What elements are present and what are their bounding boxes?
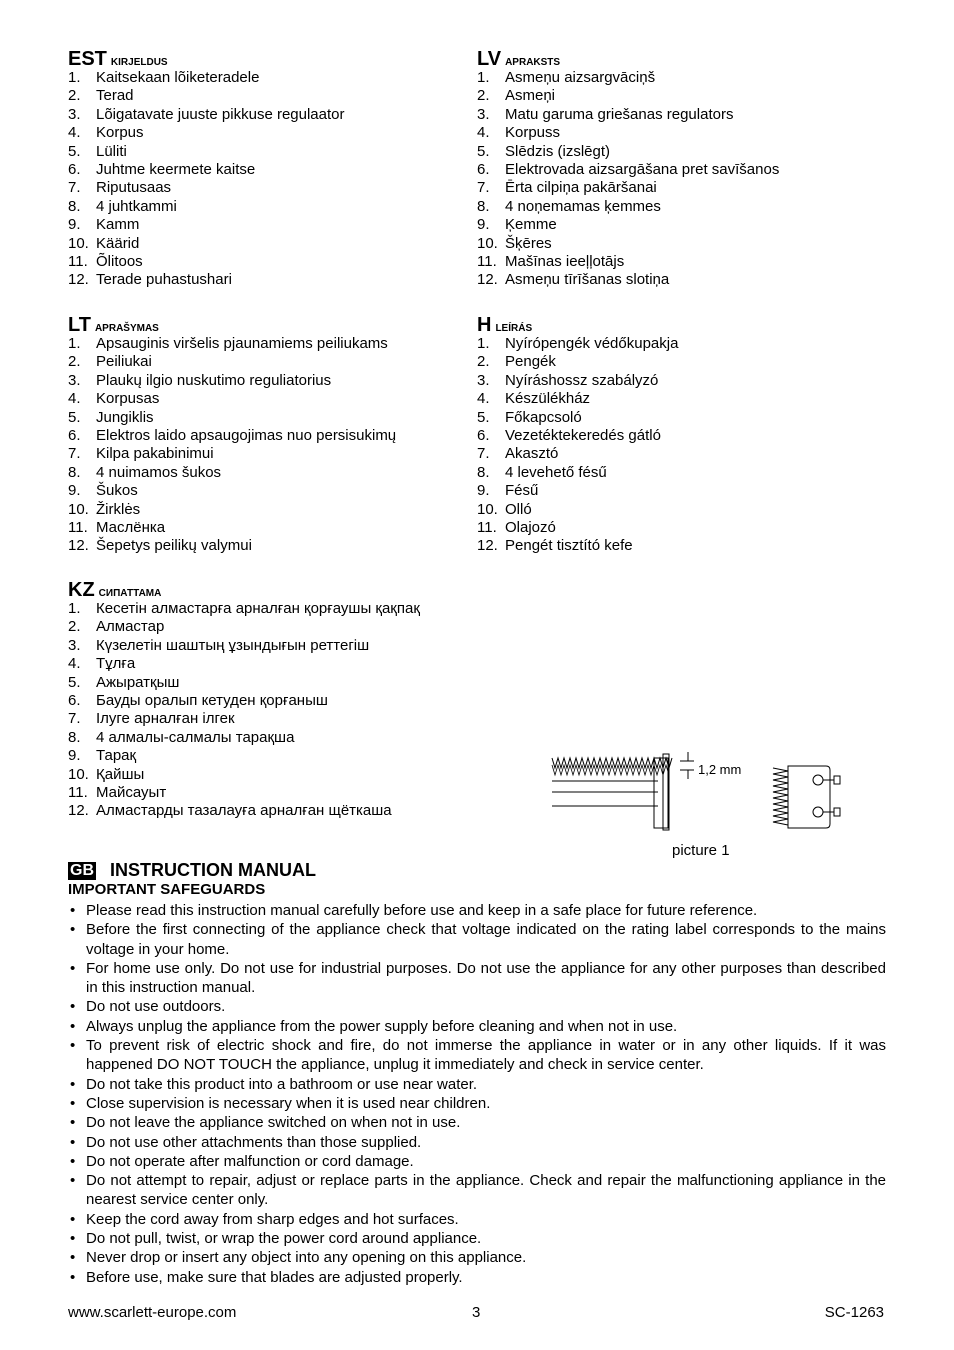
- list-item: [68, 766, 528, 784]
- list-item: [68, 271, 468, 289]
- safeguard-item: [68, 901, 886, 920]
- item-number: 1.: [68, 600, 81, 617]
- item-number: 12.: [68, 802, 89, 820]
- item-number: 3.: [477, 371, 490, 389]
- safeguard-item: [68, 1094, 886, 1113]
- list-item: [68, 198, 468, 216]
- item-text: Matu garuma griešanas regulators: [505, 105, 734, 123]
- list-item: [477, 427, 897, 445]
- item-text: Nyíráshossz szabályzó: [505, 371, 659, 389]
- list-item: [68, 501, 468, 519]
- safeguard-item: [68, 1152, 886, 1171]
- list-item: [477, 409, 897, 427]
- bullet-icon: •: [70, 1172, 76, 1190]
- list-item: [68, 409, 468, 427]
- item-number: 3.: [68, 105, 81, 123]
- item-number: 5.: [68, 673, 81, 691]
- item-number: 11.: [68, 518, 88, 536]
- item-number: 8.: [68, 463, 81, 481]
- item-number: 10.: [477, 500, 498, 518]
- item-text: Asmeņi: [505, 87, 556, 105]
- item-number: 9.: [68, 216, 81, 234]
- section-name: aprašymas: [94, 318, 159, 334]
- list-item: [477, 445, 897, 463]
- item-text: Olajozó: [505, 518, 556, 536]
- item-text: Маслёнка: [96, 518, 166, 536]
- item-number: 2.: [477, 353, 490, 371]
- item-text: Akasztó: [505, 445, 559, 463]
- bullet-icon: •: [70, 1230, 76, 1248]
- list-item: [477, 106, 897, 124]
- list-item: [477, 87, 897, 105]
- list-item: [477, 353, 897, 371]
- parts-list: [68, 600, 528, 821]
- list-item: [68, 537, 468, 555]
- section-name: kirjeldus: [110, 52, 168, 68]
- item-text: Főkapcsoló: [505, 408, 582, 426]
- list-item: [477, 253, 897, 271]
- item-text: Elektrovada aizsargāšana pret savīšanos: [505, 160, 780, 178]
- list-item: [68, 600, 528, 618]
- item-number: 12.: [68, 271, 89, 289]
- item-number: 2.: [68, 87, 81, 105]
- blade-diagram: [548, 748, 848, 834]
- item-number: 7.: [68, 710, 81, 728]
- list-item: [68, 427, 468, 445]
- section-title: [68, 580, 528, 600]
- bullet-icon: •: [70, 1133, 76, 1151]
- item-text: Ķemme: [505, 216, 557, 234]
- list-item: [477, 143, 897, 161]
- item-text: Õlitoos: [96, 252, 143, 270]
- item-text: Käärid: [96, 234, 140, 252]
- list-item: [68, 335, 468, 353]
- list-item: [477, 537, 897, 555]
- item-text: Майсауыт: [96, 783, 167, 801]
- list-item: [68, 372, 468, 390]
- blade-front-plate: [788, 766, 830, 828]
- item-text: Тарақ: [96, 747, 137, 765]
- parts-list: [477, 335, 897, 556]
- safeguard-item: [68, 1113, 886, 1132]
- section-title: [68, 49, 468, 69]
- list-item: [477, 161, 897, 179]
- item-text: Pengét tisztító kefe: [505, 537, 633, 555]
- item-number: 4.: [68, 390, 81, 408]
- list-item: [68, 445, 468, 463]
- item-text: Korpusas: [96, 390, 160, 408]
- list-item: [68, 143, 468, 161]
- item-number: 9.: [68, 747, 81, 765]
- footer-url: www.scarlett-europe.com: [68, 1304, 237, 1321]
- parts-list: [477, 69, 897, 290]
- item-text: Peiliukai: [96, 353, 152, 371]
- safeguard-item: [68, 959, 886, 998]
- bullet-icon: •: [70, 959, 76, 977]
- item-text: Juhtme keermete kaitse: [96, 160, 256, 178]
- list-item: [68, 747, 528, 765]
- item-number: 11.: [477, 252, 497, 270]
- item-text: Алмастарды тазалауға арналған щёткаша: [96, 802, 392, 820]
- item-text: Készülékház: [505, 390, 591, 408]
- item-number: 6.: [477, 160, 490, 178]
- item-text: Lõigatavate juuste pikkuse regulaator: [96, 105, 345, 123]
- list-item: [68, 106, 468, 124]
- list-item: [477, 235, 897, 253]
- list-item: [68, 637, 528, 655]
- safeguard-text: Please read this instruction manual carefully before use and keep in a safe place for future reference.: [86, 902, 758, 919]
- item-text: Nyírópengék védőkupakja: [505, 335, 679, 352]
- safeguard-text: For home use only. Do not use for industrial purposes. Do not use the appliance for any other purposes than described in this instruction manual.: [86, 959, 886, 997]
- list-item: [477, 69, 897, 87]
- item-text: Apsauginis viršelis pjaunamiems peiliukams: [96, 335, 388, 352]
- bullet-icon: •: [70, 1037, 76, 1055]
- item-number: 12.: [477, 271, 498, 289]
- item-text: Jungiklis: [96, 408, 154, 426]
- list-item: [68, 216, 468, 234]
- item-text: Fésű: [505, 482, 539, 500]
- screw-icon: [813, 807, 823, 817]
- list-item: [68, 802, 528, 820]
- item-number: 6.: [68, 426, 81, 444]
- item-number: 3.: [68, 636, 81, 654]
- item-text: Korpuss: [505, 124, 561, 142]
- item-text: Plaukų ilgio nuskutimo reguliatorius: [96, 371, 332, 389]
- list-item: [68, 124, 468, 142]
- item-number: 5.: [477, 408, 490, 426]
- safeguard-item: [68, 920, 886, 959]
- item-number: 4.: [477, 390, 490, 408]
- safeguard-item: [68, 1268, 886, 1287]
- section-h: [477, 315, 897, 556]
- bullet-icon: •: [70, 1249, 76, 1267]
- item-text: 4 алмалы-салмалы тарақша: [96, 728, 295, 746]
- item-text: 4 noņemamas ķemmes: [505, 197, 661, 215]
- bullet-icon: •: [70, 1114, 76, 1132]
- model-number: SC-1263: [824, 1304, 884, 1321]
- item-number: 9.: [477, 482, 490, 500]
- screw-icon: [813, 775, 823, 785]
- safeguard-item: [68, 1017, 886, 1036]
- safeguard-item: [68, 1229, 886, 1248]
- item-text: Ілуге арналған ілгек: [96, 710, 235, 728]
- item-number: 8.: [477, 197, 490, 215]
- item-number: 4.: [477, 124, 490, 142]
- item-number: 4.: [68, 655, 81, 673]
- safeguard-item: [68, 1171, 886, 1210]
- list-item: [477, 372, 897, 390]
- item-number: 11.: [477, 518, 497, 536]
- bullet-icon: •: [70, 998, 76, 1016]
- item-number: 6.: [68, 160, 81, 178]
- list-item: [68, 87, 468, 105]
- safeguard-text: To prevent risk of electric shock and fire, do not immerse the appliance in water or in any other liquids. If it was happened DO NOT TOUCH the appliance, unplug it immediately and check in service center.: [86, 1037, 886, 1074]
- item-text: Алмастар: [96, 618, 165, 636]
- list-item: [68, 710, 528, 728]
- item-number: 5.: [68, 408, 81, 426]
- item-number: 2.: [68, 618, 81, 636]
- item-text: Terad: [96, 87, 134, 105]
- list-item: [477, 390, 897, 408]
- item-text: Kaitsekaan lõiketeradele: [96, 69, 260, 86]
- safeguards-heading: IMPORTANT SAFEGUARDS: [68, 881, 266, 898]
- list-item: [477, 519, 897, 537]
- list-item: [68, 353, 468, 371]
- item-text: Кесетін алмастарға арналған қорғаушы қақпақ: [96, 600, 420, 617]
- item-number: 3.: [477, 105, 490, 123]
- item-text: Slēdzis (izslēgt): [505, 142, 611, 160]
- safeguard-text: Do not use outdoors.: [86, 998, 226, 1016]
- language-code: H: [477, 314, 492, 336]
- item-text: Күзелетін шаштың ұзындығын реттегіш: [96, 636, 370, 654]
- safeguard-text: Do not pull, twist, or wrap the power cord around appliance.: [86, 1230, 482, 1248]
- list-item: [68, 235, 468, 253]
- manual-title: INSTRUCTION MANUAL: [110, 860, 316, 880]
- language-code: LV: [477, 48, 502, 70]
- safeguard-text: Do not operate after malfunction or cord damage.: [86, 1152, 414, 1170]
- item-number: 10.: [68, 765, 89, 783]
- language-code: LT: [68, 314, 91, 336]
- section-name: сипаттама: [98, 583, 162, 599]
- item-text: Ērta cilpiņa pakāršanai: [505, 179, 657, 197]
- item-text: Kilpa pakabinimui: [96, 445, 214, 463]
- parts-list: [68, 335, 468, 556]
- item-number: 1.: [68, 69, 81, 86]
- section-lv: [477, 49, 897, 290]
- item-number: 11.: [68, 783, 88, 801]
- language-code: KZ: [68, 579, 95, 601]
- bullet-icon: •: [70, 921, 76, 939]
- safeguard-text: Before use, make sure that blades are adjusted properly.: [86, 1268, 463, 1286]
- safeguard-text: Close supervision is necessary when it is used near children.: [86, 1094, 491, 1112]
- item-text: Lüliti: [96, 142, 127, 160]
- safeguard-item: [68, 1210, 886, 1229]
- section-title: [68, 315, 468, 335]
- list-item: [477, 124, 897, 142]
- list-item: [477, 198, 897, 216]
- item-number: 1.: [477, 69, 490, 86]
- item-number: 7.: [68, 445, 81, 463]
- blade-adjustment-figure: [548, 748, 848, 834]
- safeguard-text: Before the first connecting of the appliance check that voltage indicated on the rating label corresponds to the mains voltage in your home.: [86, 921, 886, 958]
- item-text: Asmeņu tīrīšanas slotiņa: [505, 271, 670, 289]
- item-text: Asmeņu aizsargvāciņš: [505, 69, 656, 86]
- list-item: [68, 618, 528, 636]
- item-number: 1.: [477, 335, 490, 352]
- list-item: [477, 464, 897, 482]
- list-item: [68, 253, 468, 271]
- item-text: 4 levehető fésű: [505, 463, 607, 481]
- item-number: 11.: [68, 252, 88, 270]
- page-number: 3: [472, 1304, 481, 1321]
- section-est: [68, 49, 468, 290]
- item-text: Terade puhastushari: [96, 271, 232, 289]
- item-text: Korpus: [96, 124, 144, 142]
- section-kz: [68, 580, 528, 821]
- list-item: [68, 161, 468, 179]
- item-number: 9.: [477, 216, 490, 234]
- item-number: 3.: [68, 371, 81, 389]
- safeguard-item: [68, 1075, 886, 1094]
- item-text: Тұлға: [96, 655, 136, 673]
- item-text: Ажыратқыш: [96, 673, 180, 691]
- list-item: [68, 390, 468, 408]
- item-text: Šukos: [96, 482, 138, 500]
- list-item: [68, 69, 468, 87]
- safeguard-text: Do not take this product into a bathroom or use near water.: [86, 1075, 478, 1093]
- item-text: Pengék: [505, 353, 556, 371]
- item-text: Riputusaas: [96, 179, 172, 197]
- list-item: [68, 784, 528, 802]
- list-item: [68, 655, 528, 673]
- list-item: [477, 271, 897, 289]
- item-text: Elektros laido apsaugojimas nuo persisukimų: [96, 426, 397, 444]
- safeguard-item: [68, 1248, 886, 1267]
- item-text: Kamm: [96, 216, 140, 234]
- list-item: [477, 335, 897, 353]
- safeguard-text: Keep the cord away from sharp edges and hot surfaces.: [86, 1210, 459, 1228]
- screw-head: [834, 776, 840, 784]
- safeguard-item: [68, 997, 886, 1016]
- item-number: 7.: [477, 179, 490, 197]
- list-item: [477, 482, 897, 500]
- section-title: [477, 315, 897, 335]
- gb-header: [68, 860, 316, 882]
- screw-head: [834, 808, 840, 816]
- gb-language-badge: GB: [70, 861, 94, 879]
- safeguard-text: Do not attempt to repair, adjust or replace parts in the appliance. Check and repair the malfunctioning appliance in the nearest service center only.: [86, 1172, 886, 1209]
- list-item: [68, 464, 468, 482]
- safeguard-text: Do not use other attachments than those supplied.: [86, 1133, 422, 1151]
- item-number: 4.: [68, 124, 81, 142]
- item-number: 10.: [68, 500, 89, 518]
- item-number: 10.: [68, 234, 89, 252]
- item-number: 5.: [477, 142, 490, 160]
- section-title: [477, 49, 897, 69]
- dimension-label: 1,2 mm: [698, 762, 742, 777]
- item-number: 1.: [68, 335, 81, 352]
- item-text: Бауды оралып кетуден қорғаныш: [96, 691, 328, 709]
- list-item: [68, 674, 528, 692]
- item-number: 2.: [68, 353, 81, 371]
- item-text: Mašīnas ieeļļotājs: [505, 252, 625, 270]
- list-item: [68, 179, 468, 197]
- item-number: 2.: [477, 87, 490, 105]
- item-number: 10.: [477, 234, 498, 252]
- safeguard-text: Always unplug the appliance from the power supply before cleaning and when not in use.: [86, 1017, 678, 1035]
- item-number: 8.: [477, 463, 490, 481]
- item-number: 12.: [68, 537, 89, 555]
- item-number: 6.: [68, 691, 81, 709]
- figure-caption: picture 1: [672, 842, 730, 859]
- section-name: apraksts: [505, 52, 561, 68]
- safeguard-item: [68, 1133, 886, 1152]
- safeguard-item: [68, 1036, 886, 1075]
- item-text: Šepetys peilikų valymui: [96, 537, 252, 555]
- item-number: 9.: [68, 482, 81, 500]
- section-lt: [68, 315, 468, 556]
- blade-front-teeth: [773, 768, 788, 825]
- language-code: EST: [68, 48, 107, 70]
- section-name: leírás: [495, 318, 533, 334]
- list-item: [477, 179, 897, 197]
- item-number: 5.: [68, 142, 81, 160]
- bullet-icon: •: [70, 1268, 76, 1286]
- parts-list: [68, 69, 468, 290]
- safeguard-text: Never drop or insert any object into any opening on this appliance.: [86, 1249, 527, 1267]
- item-number: 12.: [477, 537, 498, 555]
- item-number: 8.: [68, 197, 81, 215]
- bullet-icon: •: [70, 1017, 76, 1035]
- item-text: Vezetéktekeredés gátló: [505, 426, 661, 444]
- list-item: [68, 519, 468, 537]
- list-item: [68, 482, 468, 500]
- bullet-icon: •: [70, 1152, 76, 1170]
- bullet-icon: •: [70, 1094, 76, 1112]
- bullet-icon: •: [70, 902, 76, 919]
- item-text: 4 nuimamos šukos: [96, 463, 222, 481]
- safeguard-text: Do not leave the appliance switched on when not in use.: [86, 1114, 461, 1132]
- list-item: [68, 692, 528, 710]
- list-item: [68, 729, 528, 747]
- list-item: [477, 501, 897, 519]
- item-text: Šķēres: [505, 234, 552, 252]
- item-number: 8.: [68, 728, 81, 746]
- item-number: 7.: [68, 179, 81, 197]
- item-number: 7.: [477, 445, 490, 463]
- bullet-icon: •: [70, 1075, 76, 1093]
- item-text: Olló: [505, 500, 532, 518]
- bullet-icon: •: [70, 1210, 76, 1228]
- safeguards-list: [68, 901, 886, 1287]
- list-item: [477, 216, 897, 234]
- item-number: 6.: [477, 426, 490, 444]
- item-text: Қайшы: [96, 765, 145, 783]
- item-text: 4 juhtkammi: [96, 197, 177, 215]
- item-text: Žirklės: [96, 500, 141, 518]
